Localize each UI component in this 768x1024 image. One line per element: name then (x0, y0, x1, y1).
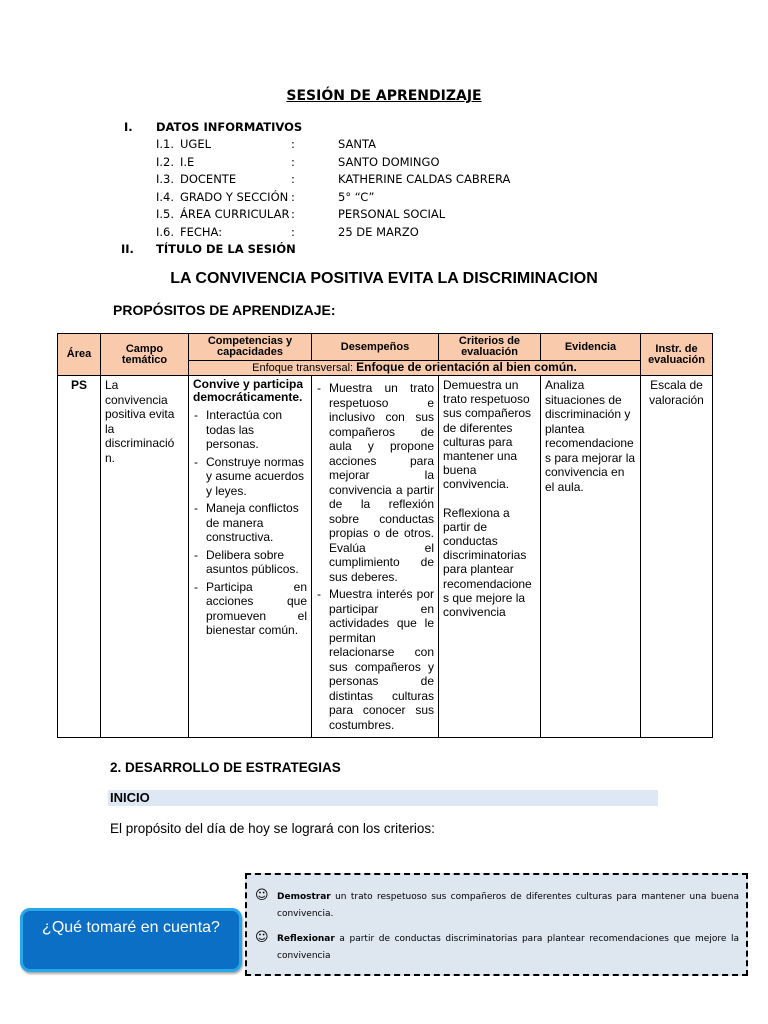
section-2-label: TÍTULO DE LA SESIÓN (156, 242, 296, 256)
info-num: I.1. (156, 137, 175, 151)
criterio-verb: Demostrar (277, 892, 331, 902)
list-item: - Construye normas y asume acuerdos y leyes. (193, 455, 307, 499)
cell-instr: Escala de valoración (641, 376, 713, 738)
info-num: I.3. (156, 172, 175, 186)
criterio-verb: Reflexionar (277, 934, 335, 944)
propositos-heading: PROPÓSITOS DE APRENDIZAJE: (113, 302, 336, 318)
question-box: ¿Qué tomaré en cuenta? (20, 908, 242, 972)
info-num: I.2. (156, 155, 175, 169)
inicio-band: INICIO (108, 790, 658, 806)
section-1-label: DATOS INFORMATIVOS (156, 120, 303, 134)
smiley-icon: ☺ (255, 930, 269, 945)
info-label: I.E (180, 155, 195, 169)
header-area: Área (58, 334, 101, 376)
criterios-callout (245, 873, 748, 976)
cell-campo: La convivencia positiva evita la discriminació n. (101, 376, 189, 738)
header-evidencia: Evidencia (541, 334, 641, 361)
list-item: - Delibera sobre asuntos públicos. (193, 548, 307, 577)
info-sep: : (291, 155, 295, 169)
cell-area: PS (58, 376, 101, 738)
section-2-number: II. (121, 242, 134, 256)
info-label: DOCENTE (180, 172, 237, 186)
info-sep: : (291, 137, 295, 151)
enfoque-value: Enfoque de orientación al bien común. (356, 360, 577, 374)
list-item: - Participa en acciones que promueven el bienestar común. (193, 580, 307, 638)
info-sep: : (291, 225, 295, 239)
list-item: - Muestra interés por participar en actividades que le permitan relacionarse con sus compañeros y personas de distintas culturas para conocer sus costumbres. (316, 587, 434, 732)
info-value: PERSONAL SOCIAL (338, 207, 446, 221)
enfoque-label: Enfoque transversal: (252, 362, 354, 374)
header-criterios: Criterios de evaluación (439, 334, 541, 361)
propositos-table (57, 333, 713, 738)
criterio-text: a partir de conductas discriminatorias para plantear recomendaciones que mejore la convivencia (277, 934, 739, 961)
proposito-text: El propósito del día de hoy se logrará con los criterios: (110, 821, 435, 836)
criterio-1: Demuestra un trato respetuoso sus compañeros de diferentes culturas para mantener una buena convivencia. (443, 378, 532, 492)
list-item: - Interactúa con todas las personas. (193, 408, 307, 452)
criterio-item (255, 930, 739, 965)
page-title: SESIÓN DE APRENDIZAJE (286, 88, 482, 104)
info-value: 5° “C” (338, 190, 375, 204)
cell-competencias (189, 376, 312, 738)
cell-evidencia: Analiza situaciones de discriminación y plantea recomendacione s para mejorar la convivencia en el aula. (541, 376, 641, 738)
info-value: KATHERINE CALDAS CABRERA (338, 172, 511, 186)
desarrollo-heading: 2. DESARROLLO DE ESTRATEGIAS (110, 760, 341, 775)
section-1-number: I. (124, 120, 133, 134)
info-label: ÁREA CURRICULAR (180, 207, 290, 221)
info-label: UGEL (180, 137, 212, 151)
session-title: LA CONVIVENCIA POSITIVA EVITA LA DISCRIMINACION (170, 270, 598, 287)
enfoque-transversal (189, 361, 641, 376)
info-num: I.5. (156, 207, 175, 221)
info-sep: : (291, 172, 295, 186)
info-sep: : (291, 207, 295, 221)
info-value: SANTO DOMINGO (338, 155, 440, 169)
info-value: 25 DE MARZO (338, 225, 419, 239)
header-desempenos: Desempeños (312, 334, 439, 361)
cell-desempenos (312, 376, 439, 738)
info-label: GRADO Y SECCIÓN (180, 190, 289, 204)
competencia-title: Convive y participa democráticamente. (193, 377, 304, 404)
info-sep: : (291, 190, 295, 204)
info-label: FECHA: (180, 225, 223, 239)
info-num: I.6. (156, 225, 175, 239)
header-campo: Campo temático (101, 334, 189, 376)
info-num: I.4. (156, 190, 175, 204)
header-instr: Instr. de evaluación (641, 334, 713, 376)
criterio-2: Reflexiona a partir de conductas discriminatorias para plantear recomendacione s que mejore la convivencia (443, 505, 532, 620)
criterio-item (255, 888, 739, 923)
list-item: - Muestra un trato respetuoso e inclusivo con sus compañeros de aula y propone acciones para mejorar la convivencia a partir de la reflexión sobre conductas propias o de otros. Evalúa el cumplimiento de sus deberes. (316, 381, 434, 584)
info-value: SANTA (338, 137, 376, 151)
smiley-icon: ☺ (255, 888, 269, 903)
cell-criterios (439, 376, 541, 738)
list-item: - Maneja conflictos de manera constructiva. (193, 501, 307, 545)
criterio-text: un trato respetuoso sus compañeros de diferentes culturas para mantener una buena convivencia. (277, 892, 739, 919)
header-competencias: Competencias y capacidades (189, 334, 312, 361)
